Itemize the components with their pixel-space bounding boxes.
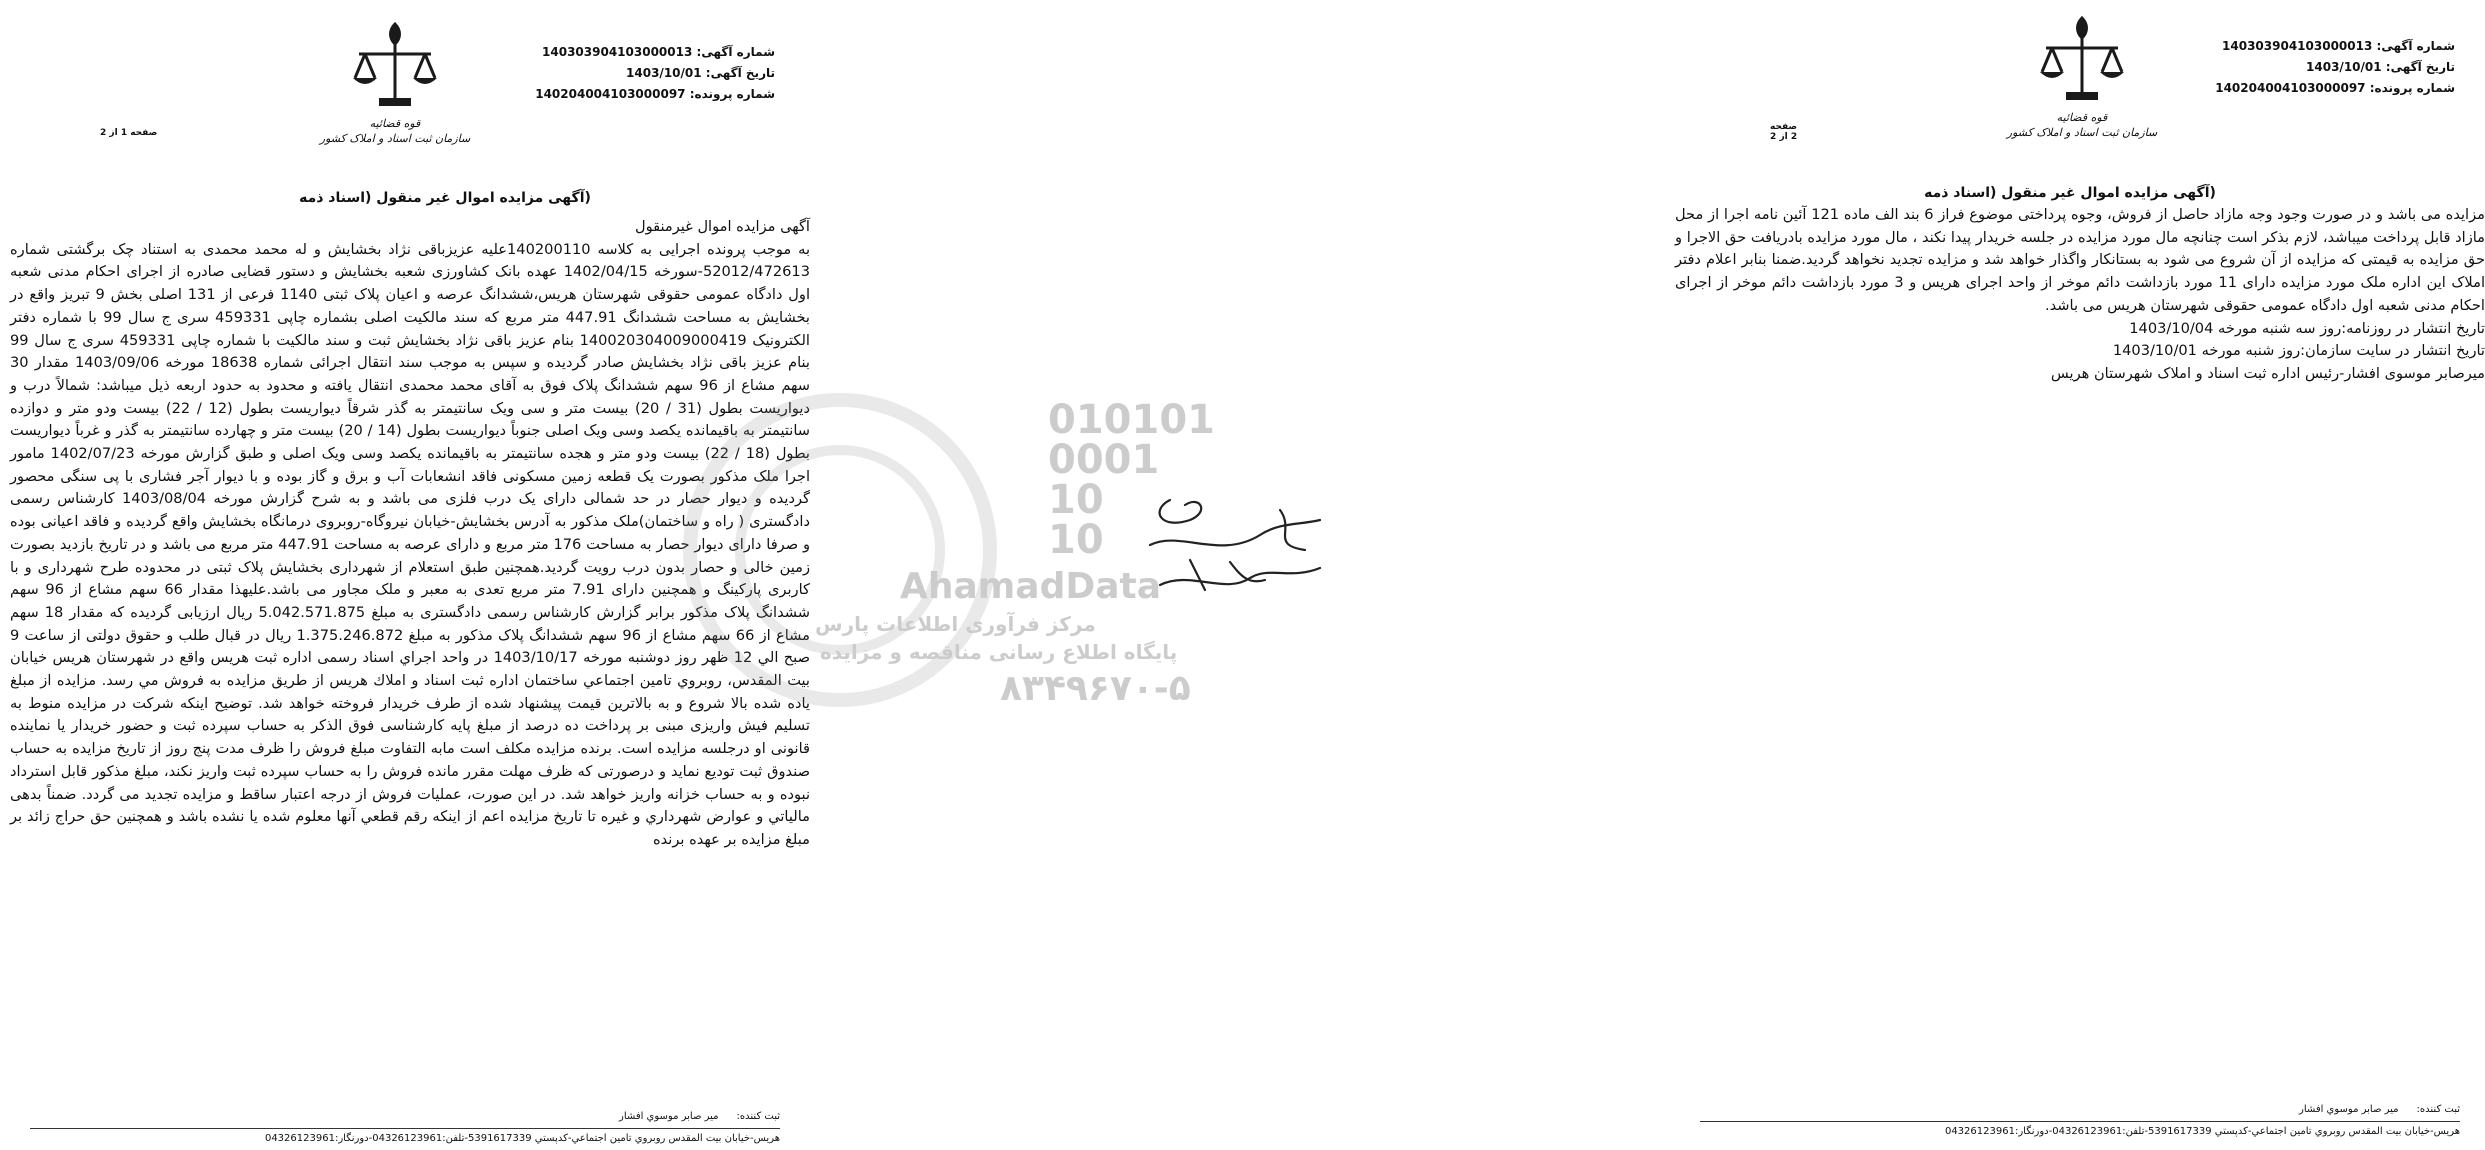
footer-address: هریس-خیابان بیت المقدس روبروي تامین اجتماعي-کدپستي 5391617339-تلفن:04326123961-دورنگار:04326123961 bbox=[264, 1133, 780, 1144]
judiciary-emblem bbox=[2006, 10, 2158, 140]
notice-body bbox=[10, 216, 810, 852]
case-number: 140204004103000097 bbox=[535, 87, 686, 101]
notice-date-label: تاریخ آگهی: bbox=[705, 66, 775, 80]
footer-divider bbox=[1700, 1121, 2460, 1122]
case-number-label: شماره پرونده: bbox=[689, 87, 775, 101]
registrar-label: ثبت کننده: bbox=[2416, 1104, 2460, 1115]
judiciary-emblem bbox=[319, 16, 471, 146]
watermark-brand: AhamadData bbox=[900, 566, 1162, 607]
notice-number: 140303904103000013 bbox=[2222, 39, 2373, 53]
watermark-line-2: پایگاه اطلاع رسانی مناقصه و مزایده bbox=[820, 640, 1178, 664]
notice-date: 1403/10/01 bbox=[626, 66, 702, 80]
notice-body bbox=[1675, 204, 2485, 386]
notice-number-label: شماره آگهی: bbox=[2376, 39, 2455, 53]
registrar-label: ثبت کننده: bbox=[736, 1111, 780, 1122]
emblem-caption-line-2: سازمان ثبت اسناد و املاک کشور bbox=[2006, 126, 2158, 139]
emblem-caption-line-2: سازمان ثبت اسناد و املاک کشور bbox=[319, 132, 471, 145]
body-heading: آگهی مزایده اموال غیرمنقول bbox=[634, 218, 810, 235]
page-indicator: صفحه 1 از 2 bbox=[100, 128, 158, 138]
emblem-caption-line-1: قوه قضائیه bbox=[2056, 111, 2108, 124]
signatory-line: میرصابر موسوی افشار-رئیس اداره ثبت اسناد و املاک شهرستان هریس bbox=[2050, 364, 2485, 382]
page-footer bbox=[1700, 1104, 2460, 1137]
watermark-digits-line: 10 bbox=[1048, 477, 1104, 523]
emblem-caption bbox=[2002, 110, 2162, 140]
notice-number: 140303904103000013 bbox=[542, 45, 693, 59]
notice-header bbox=[520, 42, 775, 105]
registrar-name: میر صابر موسوي افشار bbox=[619, 1111, 719, 1122]
notice-title: (آگهی مزایده اموال غیر منقول (اسناد ذمه bbox=[299, 190, 591, 206]
scales-of-justice-icon bbox=[2032, 10, 2132, 110]
watermark-phone: ۸۳۴۹۶۷۰-۵ bbox=[1000, 668, 1191, 709]
body-paragraph: مزایده می باشد و در صورت وجود وجه مازاد حاصل از فروش، وجوه پرداختی موضوع فراز 6 بند الف ماده 121 آئین نامه اجرا از محل مازاد قابل پرداخت میباشد، لازم بذکر است چنانچه مال مورد مزایده در جلسه خریدار پیدا نکند ، مال مورد مزایده بادریافت حق الاجرا و حق مزایده به قیمتی که مزایده از آن شروع می شود به بستانکار واگذار خواهد شد و مزایده تجدید نخواهد گردید.ضمنا بنابر اعلام دفتر املاک این اداره ملک مورد مزایده دارای 11 مورد بازداشت دائم موخر از واحد اجرای هریس و 3 مورد بازداشت دائم موخر از اجرای احکام مدنی شعبه اول دادگاه عمومی حقوقی شهرستان هریس می باشد. bbox=[1675, 206, 2485, 314]
emblem-caption-line-1: قوه قضائیه bbox=[369, 117, 421, 130]
watermark-digits-line: 0001 bbox=[1048, 437, 1160, 483]
footer-divider bbox=[30, 1128, 780, 1129]
case-number-label: شماره پرونده: bbox=[2369, 81, 2455, 95]
emblem-caption bbox=[315, 116, 475, 146]
notice-date-label: تاریخ آگهی: bbox=[2385, 60, 2455, 74]
page-indicator: صفحه 2 از 2 bbox=[1770, 122, 1798, 142]
registrar-name: میر صابر موسوي افشار bbox=[2299, 1104, 2399, 1115]
publication-date-website: تاریخ انتشار در سایت سازمان:روز شنبه مورخه 1403/10/01 bbox=[2112, 342, 2485, 360]
footer-address: هریس-خیابان بیت المقدس روبروي تامین اجتماعي-کدپستي 5391617339-تلفن:04326123961-دورنگار:04326123961 bbox=[1944, 1126, 2460, 1137]
page-footer bbox=[30, 1111, 780, 1144]
case-number: 140204004103000097 bbox=[2215, 81, 2366, 95]
notice-number-label: شماره آگهی: bbox=[696, 45, 775, 59]
watermark-digits-line: 010101 bbox=[1048, 397, 1215, 443]
notice-title: (آگهی مزایده اموال غیر منقول (اسناد ذمه bbox=[1924, 185, 2216, 201]
body-paragraph: به موجب پرونده اجرایی به کلاسه 140200110علیه عزیزباقی نژاد بخشایش و له محمد محمدی به استناد چک برگشتی شماره 52012/472613-سورخه 1402/04/15 عهده بانک کشاورزی شعبه بخشایش و دستور قضایی صادره از اجرای احکام مدنی شعبه اول دادگاه عمومی حقوقی شهرستان هریس،ششدانگ عرصه و اعیان پلاک ثبتی 1140 فرعی از 131 اصلی بخش 9 تبریز واقع در بخشایش به مساحت ششدانگ 447.91 متر مربع که سند مالکیت اصلی بشماره چاپی 459331 سری ج سال 99 با شماره دفتر الکترونیک 140020304009000419 بنام عزیز باقی نژاد بخشایش ثبت و سند مالکیت با شماره چاپی 459331 سری ج سال 99 بنام عزیز باقی نژاد بخشایش صادر گردیده و سپس به موجب سند انتقال اجرائی شماره 18638 مورخه 1403/09/06 مقدار 30 سهم مشاع از 96 سهم ششدانگ پلاک فوق به آقای محمد محمدی انتقال یافته و محدود به حدود اربعه ذیل میباشد: شمالاً درب و دیواریست بطول (31 / 20) بیست متر و سی ویک سانتیمتر به گذر شرقاً دیواریست بطول (12 / 22) بیست ودو متر و دوازده سانتیمتر به باقیمانده یکصد وسی ویک اصلی جنوباً دیواریست بطول (14 / 20) بیست متر و چهارده سانتیمتر به گذر و غرباً دیواریست بطول (18 / 22) بیست ودو متر و هجده سانتیمتر به باقیمانده یکصد وسی ویک اصلی و طبق گزارش مورخه 1402/07/23 مامور اجرا ملک مذکور بصورت یک قطعه زمین مسکونی فاقد انشعابات آب و برق و گاز بوده و با دیوار آجر فشاری با پی سنگی محصور گردیده و دیوار حصار در حد شمالی دارای یک درب فلزی می باشد و به شرح گزارش مورخه 1403/08/04 کارشناس رسمی دادگستری ( راه و ساختمان)ملک مذکور به آدرس بخشایش-خیابان نیروگاه-روبروی درمانگاه بخشایش واقع گردیده و فاقد اعیانی بوده و صرفا دارای دیوار حصار به مساحت 176 متر مربع و دارای عرصه به مساحت 447.91 متر مربع می باشد و در تاریخ بازدید بصورت زمین خالی و حصار بدون درب رویت گردید.همچنین طبق استعلام از شهرداری بخشایش پلاک ثبتی در محدوده طرح شهرداری و با کاربری پارکینگ و همچنین دارای 7.91 متر مربع تعدی به معبر و ملک مجاور می باشد.علیهذا مقدار 66 سهم مشاع از 96 سهم ششدانگ پلاک مذکور برابر گزارش کارشناس رسمی دادگستری به مبلغ 5.042.571.875 ریال ارزیابی گردیده که مقدار 18 سهم مشاع از 66 سهم مشاع از 96 سهم ششدانگ پلاک مذکور به مبلغ 1.375.246.872 ریال در قبال طلب و حقوق دولتی از ساعت 9 صبح الي 12 ظهر روز دوشنبه مورخه 1403/10/17 در واحد اجراي اسناد رسمی اداره ثبت هریس واقع در شهرستان هریس خیابان بیت المقدس، روبروي تامین اجتماعي ساختمان اداره ثبت اسناد و املاك هریس از طریق مزایده به فروش مي رسد. مزایده از مبلغ یاده شده بالا شروع و به بالاترین قیمت پیشنهاد شده از طرف خریدار فروخته خواهد شد. توضیح اینکه شرکت در مزایده منوط به تسلیم فیش واریزی مبنی بر پرداخت ده درصد از مبلغ پایه کارشناسی فوق الذکر به حساب سپرده ثبت و حضور خریدار یا نماینده قانونی او درجلسه مزایده است. برنده مزایده مکلف است مابه التفاوت مبلغ فروش را ظرف مدت پنج روز از تاریخ مزایده به حساب صندوق ثبت تودیع نماید و درصورتی که ظرف مهلت مقرر مانده فروش را به حساب سپرده ثبت واریز نکند، مبلغ مذکور قابل استرداد نبوده و به حساب خزانه واریز خواهد شد. در این صورت، عملیات فروش از درجه اعتبار ساقط و مزایده تجدید می گردد. ضمناً بدهی مالیاتي و عوارض شهرداري و غیره تا تاریخ مزایده اعم از اینکه رقم قطعي آنها معلوم شده یا نشده باشد و همچنین حق حراج زائد بر مبلغ مزایده بر عهده برنده bbox=[10, 240, 811, 848]
notice-header bbox=[2200, 36, 2455, 99]
signature-icon bbox=[1130, 490, 1350, 610]
notice-page-1 bbox=[0, 0, 820, 1150]
scales-of-justice-icon bbox=[345, 16, 445, 116]
publication-date-newspaper: تاریخ انتشار در روزنامه:روز سه شنبه مورخه 1403/10/04 bbox=[2129, 319, 2485, 337]
watermark-digits-line: 10 bbox=[1048, 517, 1104, 563]
notice-date: 1403/10/01 bbox=[2306, 60, 2382, 74]
watermark-line-1: مرکز فرآوری اطلاعات پارس bbox=[815, 612, 1096, 636]
